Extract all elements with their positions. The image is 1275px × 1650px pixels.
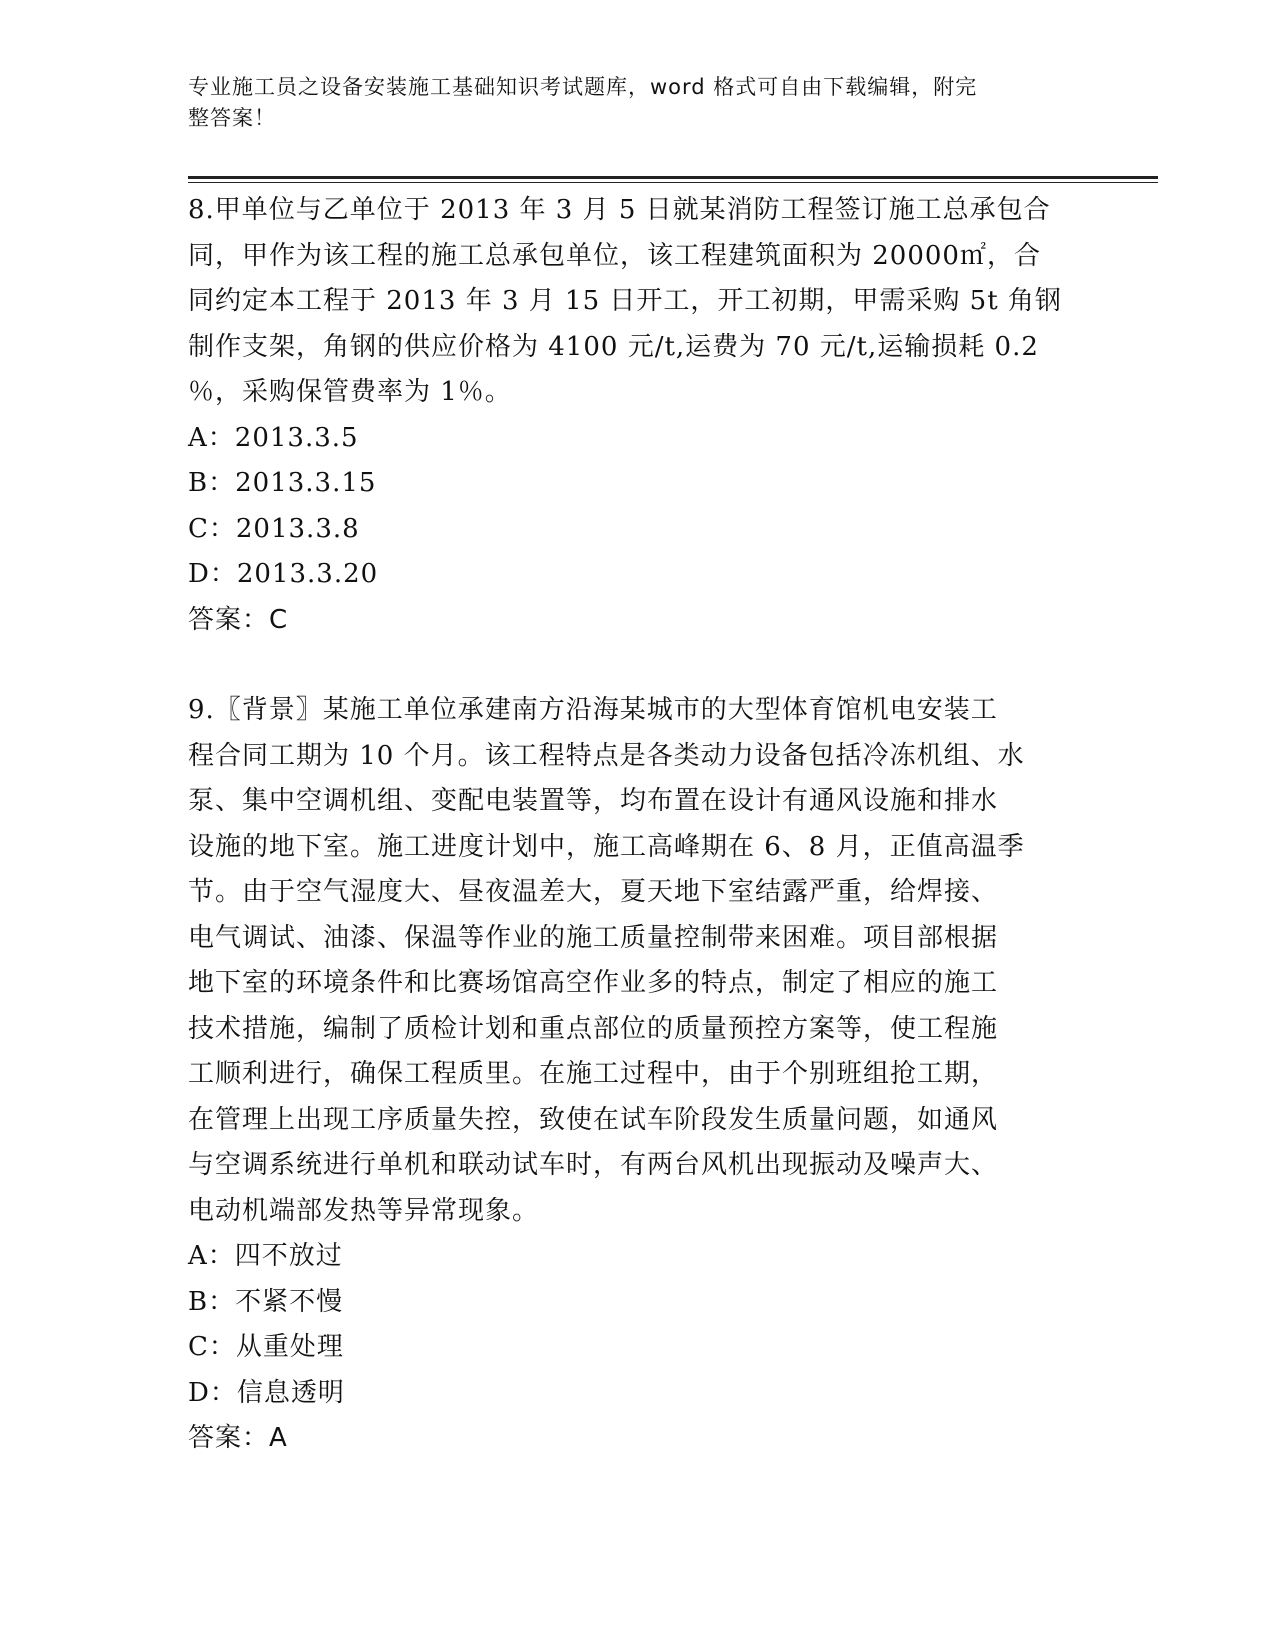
option-b: B：2013.3.15	[188, 468, 377, 498]
question-text-line: 设施的地下室。施工进度计划中，施工高峰期在 6、8 月，正值高温季	[188, 831, 1025, 862]
answer-label: 答案：C	[188, 604, 289, 635]
question-text-line: 程合同工期为 10 个月。该工程特点是各类动力设备包括冷冻机组、水	[188, 740, 1025, 771]
option-c: C：从重处理	[188, 1332, 344, 1362]
question-spacer	[188, 643, 1088, 688]
option-a: A：四不放过	[188, 1241, 343, 1271]
question-text-line: 电气调试、油漆、保温等作业的施工质量控制带来困难。项目部根据	[188, 922, 999, 953]
header-divider-thick	[188, 176, 1158, 179]
question-text-line: ％，采购保管费率为 1％。	[188, 377, 512, 407]
header-line-2: 整答案！	[188, 106, 276, 130]
answer-label: 答案：A	[188, 1423, 288, 1453]
question-text-line: 8.甲单位与乙单位于 2013 年 3 月 5 日就某消防工程签订施工总承包合	[188, 195, 1051, 225]
question-text-line: 技术措施，编制了质检计划和重点部位的质量预控方案等，使工程施	[188, 1013, 999, 1044]
question-text-line: 在管理上出现工序质量失控，致使在试车阶段发生质量问题，如通风	[188, 1104, 999, 1135]
document-body	[188, 188, 1088, 1462]
question-text-line: 制作支架，角钢的供应价格为 4100 元/t,运费为 70 元/t,运输损耗 0.2	[188, 331, 1039, 362]
question-text-line: 9.〖背景〗某施工单位承建南方沿海某城市的大型体育馆机电安装工	[188, 695, 998, 725]
question-text-line: 与空调系统进行单机和联动试车时，有两台风机出现振动及噪声大、	[188, 1150, 999, 1180]
page-header	[188, 72, 1068, 134]
question-text-line: 节。由于空气湿度大、昼夜温差大，夏天地下室结露严重，给焊接、	[188, 877, 999, 907]
question-8	[188, 188, 1088, 643]
option-b: B：不紧不慢	[188, 1286, 344, 1317]
option-c: C：2013.3.8	[188, 513, 360, 544]
option-a: A：2013.3.5	[188, 422, 359, 453]
question-text-line: 泵、集中空调机组、变配电装置等，均布置在设计有通风设施和排水	[188, 786, 999, 816]
question-text-line: 同，甲作为该工程的施工总承包单位，该工程建筑面积为 20000㎡，合	[188, 240, 1041, 271]
question-text-line: 工顺利进行，确保工程质里。在施工过程中，由于个别班组抢工期，	[188, 1059, 999, 1089]
option-d: D：信息透明	[188, 1377, 345, 1408]
header-divider-thin	[188, 182, 1158, 183]
header-line-1: 专业施工员之设备安装施工基础知识考试题库，word 格式可自由下载编辑，附完	[188, 75, 978, 99]
option-d: D：2013.3.20	[188, 559, 379, 589]
question-text-line: 地下室的环境条件和比赛场馆高空作业多的特点，制定了相应的施工	[188, 968, 999, 998]
question-text-line: 同约定本工程于 2013 年 3 月 15 日开工，开工初期，甲需采购 5t 角钢	[188, 286, 1062, 316]
question-text-line: 电动机端部发热等异常现象。	[188, 1195, 540, 1226]
question-9	[188, 688, 1088, 1462]
